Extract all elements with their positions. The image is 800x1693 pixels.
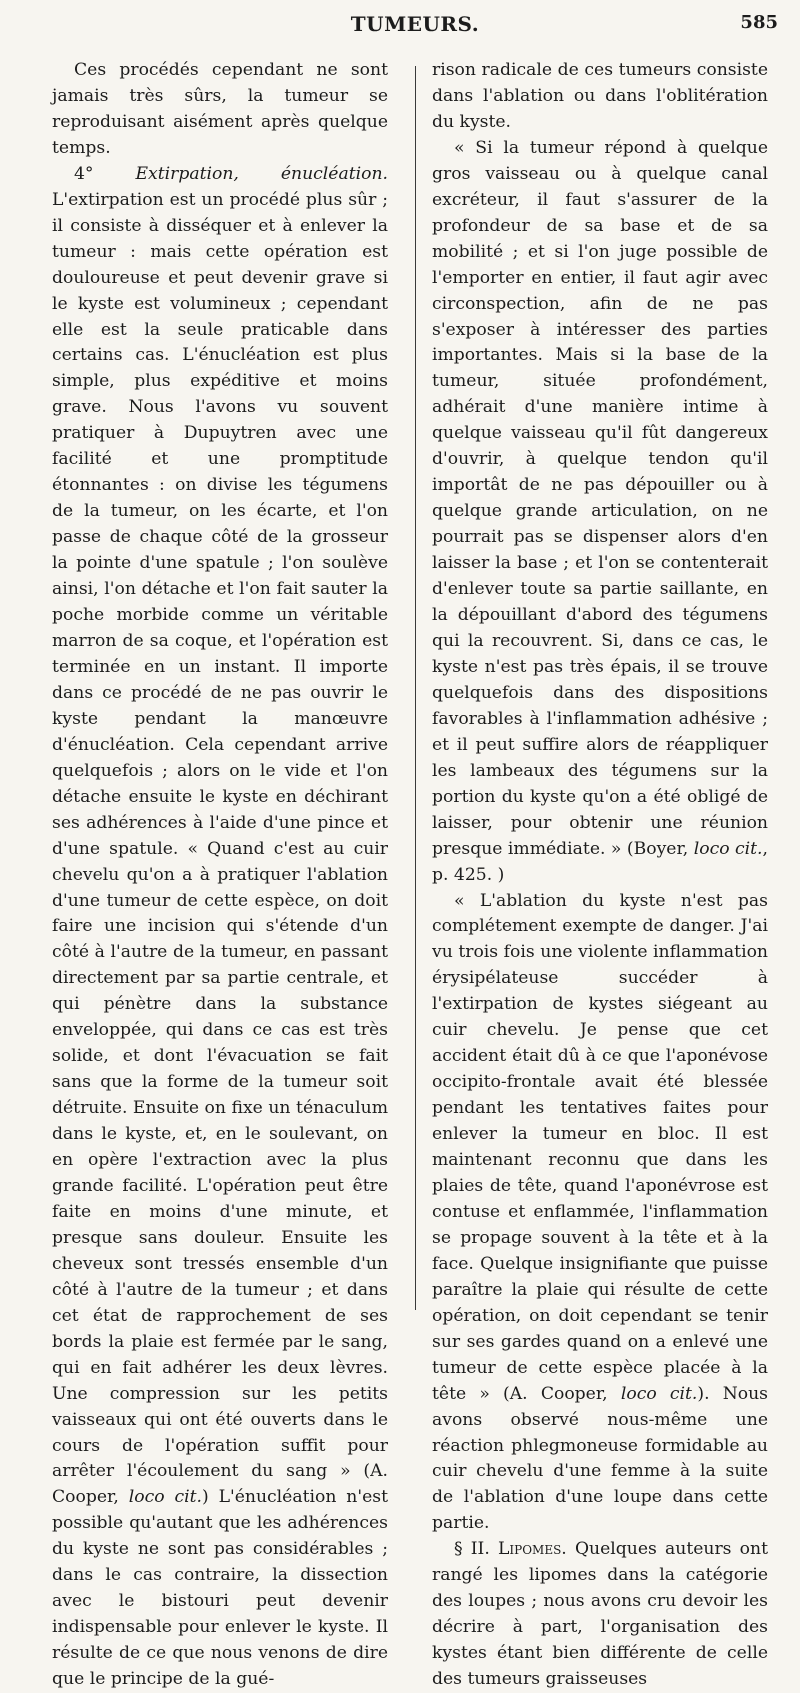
paragraph-boyer-quote <box>432 136 768 889</box>
paragraph-text: ) L'énucléation n'est possible qu'autant que les adhérences du kyste ne sont pas considérables ; dans le cas contraire, la dissection avec le bistouri peut devenir indispensable pour enlever le kyste. Il résulte de ce que nous venons de dire que le principe de la gué- <box>52 1487 389 1690</box>
running-title: TUMEURS. <box>350 12 480 36</box>
left-column <box>52 58 388 1693</box>
paragraph-continuation <box>432 58 768 136</box>
citation: loco cit. <box>128 1487 202 1508</box>
column-divider <box>415 66 416 1310</box>
paragraph-cooper-quote <box>432 889 768 1538</box>
page-header <box>52 12 778 42</box>
page-number: 585 <box>740 12 778 33</box>
paragraph-intro <box>52 58 388 162</box>
paragraph-text: Quelques auteurs ont rangé les lipomes dans la catégorie des loupes ; nous avons cru devoir les décrire à part, l'organisation des kystes étant bien différente de celle des tumeurs graisseuses <box>432 1539 768 1690</box>
paragraph-lipomes <box>432 1537 768 1693</box>
paragraph-extirpation <box>52 162 388 1693</box>
item-title: Extirpation, énucléation. <box>135 163 388 184</box>
citation: loco cit. <box>693 838 763 859</box>
paragraph-text: Ces procédés cependant ne sont jamais très sûrs, la tumeur se reproduisant aisément après quelque temps. <box>52 60 388 158</box>
section-number: § II. <box>454 1539 490 1560</box>
paragraph-text: , p. 425. ) <box>432 838 768 885</box>
item-number: 4° <box>74 163 94 184</box>
section-heading: Lipomes. <box>497 1539 567 1560</box>
paragraph-text: rison radicale de ces tumeurs consiste dans l'ablation ou dans l'oblitération du kyste. <box>432 60 768 132</box>
paragraph-text: « Si la tumeur répond à quelque gros vaisseau ou à quelque canal excréteur, il faut s'assurer de la profondeur de sa base et de sa mobilité ; et si l'on juge possible de l'emporter en entier, il faut agir avec circonspection, afin de ne pas s'exposer à intéresser des parties importantes. Mais si la base de la tumeur, située profondément, adhérait d'une manière intime à quelque vaisseau qu'il fût dangereux d'ouvrir, à quelque tendon qu'il importât de ne pas dépouiller ou à quelque grande articulation, on ne pourrait pas se dispenser alors d'en laisser la base ; et l'on se contenterait d'enlever toute sa partie saillante, en la dépouillant d'abord des tégumens qui la recouvrent. Si, dans ce cas, le kyste n'est pas très épais, il se trouve quelquefois dans des dispositions favorables à l'inflammation adhésive ; et il peut suffire alors de réappliquer les lambeaux des tégumens sur la portion du kyste qu'on a été obligé de laisser, pour obtenir une réunion presque immédiate. » (Boyer, <box>432 137 768 859</box>
paragraph-text: ). Nous avons observé nous-même une réaction phlegmoneuse formidable au cuir chevelu d'une femme à la suite de l'ablation d'une loupe dans cette partie. <box>432 1383 768 1534</box>
right-column <box>432 58 768 1693</box>
paragraph-text: « L'ablation du kyste n'est pas complétement exempte de danger. J'ai vu trois fois une violente inflammation érysipélateuse succéder à l'extirpation de kystes siégeant au cuir chevelu. Je pense que cet accident était dû à ce que l'aponévose occipito-frontale avait été blessée pendant les tentatives faites pour enlever la tumeur en bloc. Il est maintenant reconnu que dans les plaies de tête, quand l'aponévrose est contuse et enflammée, l'inflammation se propage souvent à la tête et à la face. Quelque insignifiante que puisse paraître la plaie qui résulte de cette opération, on doit cependant se tenir sur ses gardes quand on a enlevé une tumeur de cette espèce placée à la tête » (A. Cooper, <box>432 890 768 1404</box>
paragraph-text: L'extirpation est un procédé plus sûr ; il consiste à disséquer et à enlever la tumeur : mais cette opération est douloureuse et peut devenir grave si le kyste est volumineux ; cependant elle est la seule praticable dans certains cas. L'énucléation est plus simple, plus expéditive et moins grave. Nous l'avons vu souvent pratiquer à Dupuytren avec une facilité et une promptitude étonnantes : on divise les tégumens de la tumeur, on les écarte, et l'on passe de chaque côté de la grosseur la pointe d'une spatule ; l'on soulève ainsi, l'on détache et l'on fait sauter la poche morbide comme un véritable marron de sa coque, et l'opération est terminée en un instant. Il importe dans ce procédé de ne pas ouvrir le kyste pendant la manœuvre d'énucléation. Cela cependant arrive quelquefois ; alors on le vide et l'on détache ensuite le kyste en déchirant ses adhérences à l'aide d'une pince et d'une spatule. « Quand c'est au cuir chevelu qu'on a à pratiquer l'ablation d'une tumeur de cette espèce, on doit faire une incision qui s'étende d'un côté à l'autre de la tumeur, en passant directement par sa partie centrale, et qui pénètre dans la substance enveloppée, qui dans ce cas est très solide, et dont l'évacuation se fait sans que la forme de la tumeur soit détruite. Ensuite on fixe un ténaculum dans le kyste, et, en le soulevant, on en opère l'extraction avec la plus grande facilité. L'opération peut être faite en moins d'une minute, et presque sans douleur. Ensuite les cheveux sont tressés ensemble d'un côté à l'autre de la tumeur ; et dans cet état de rapprochement de ses bords la plaie est fermée par le sang, qui en fait adhérer les deux lèvres. Une compression sur les petits vaisseaux qui ont été ouverts dans le cours de l'opération suffit pour arrêter l'écoulement du sang » (A. Cooper, <box>52 189 388 1508</box>
citation: loco cit. <box>620 1383 698 1404</box>
